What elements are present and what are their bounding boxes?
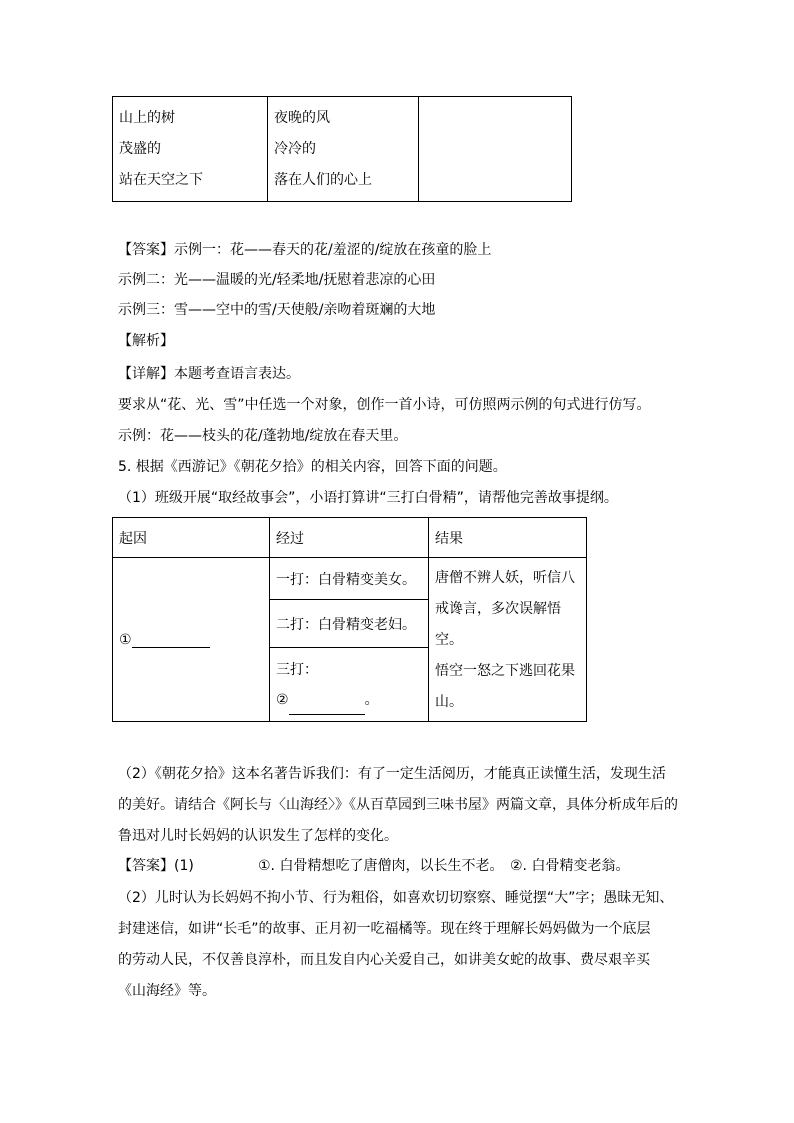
answer-label: 【答案】 <box>118 242 174 258</box>
answer-2-line-1 <box>118 856 194 876</box>
process-end: 。 <box>364 691 379 708</box>
answer-2-part2-line-2: 封建迷信，如讲“长毛”的故事、正月初一吃福橘等。现在终于理解长妈妈做为一个底层 <box>118 921 651 937</box>
header-process: 经过 <box>270 518 429 558</box>
detail-text: 本题考查语言表达。 <box>174 366 300 382</box>
answer-2-part1-number: (1) <box>174 858 194 874</box>
process-step-1: 一打：白骨精变美女。 <box>270 558 429 600</box>
header-result: 结果 <box>429 518 587 558</box>
result-line: 悟空一怒之下逃回花果 <box>435 663 575 679</box>
result-line: 唐僧不辨人妖，听信八 <box>435 570 575 586</box>
sub2-line-3: 鲁迅对儿时长妈妈的认识发生了怎样的变化。 <box>118 828 398 844</box>
sub2-line-2: 的美好。请结合《阿长与〈山海经〉》《从百草园到三味书屋》两篇文章，具体分析成年后的 <box>118 797 678 813</box>
answer-2-part1-a: ①. 白骨精想吃了唐僧肉，以长生不老。 <box>258 858 504 874</box>
analysis-label: 【解析】 <box>118 333 174 349</box>
story-outline-table <box>112 517 587 722</box>
answer-2-part2-line-1: （2）儿时认为长妈妈不拘小节、行为粗俗，如喜欢切切察察、睡觉摆“大”字；愚昧无知、 <box>118 890 674 906</box>
poem-line: 山上的树 <box>119 110 175 126</box>
answer-2-part2-line-3: 的劳动人民，不仅善良淳朴，而且发自内心关爱自己，如讲美女蛇的故事、费尽艰辛买 <box>118 952 650 968</box>
process-step-2: 二打：白骨精变老妇。 <box>270 600 429 648</box>
header-cause: 起因 <box>113 518 270 558</box>
answer-2-part1-b: ②. 白骨精变老翁。 <box>510 858 630 874</box>
poem-line: 站在天空之下 <box>119 172 203 188</box>
poem-column-3-empty <box>419 97 572 202</box>
question-5-title: 5. 根据《西游记》《朝花夕拾》的相关内容，回答下面的问题。 <box>118 459 507 475</box>
process-step-3-blank-line <box>276 685 422 715</box>
sub2-line-1: （2）《朝花夕拾》这本名著告诉我们：有了一定生活阅历，才能真正读懂生活，发现生活 <box>118 766 666 782</box>
poem-line: 冷冷的 <box>274 141 316 157</box>
poem-line: 夜晚的风 <box>274 110 330 126</box>
result-cell <box>429 558 587 722</box>
answer-2-part2-line-4: 《山海经》等。 <box>118 983 216 999</box>
answer-line-1 <box>118 240 491 260</box>
poem-line: 茂盛的 <box>119 141 161 157</box>
cause-cell <box>113 558 270 722</box>
poem-column-2 <box>268 97 419 202</box>
detail-line-1 <box>118 364 300 384</box>
process-step-3-label: 三打： <box>276 661 318 678</box>
detail-line-3: 示例：花——枝头的花/蓬勃地/绽放在春天里。 <box>118 428 408 444</box>
process-number: ② <box>276 691 289 708</box>
answer-text: 示例一：花——春天的花/羞涩的/绽放在孩童的脸上 <box>174 242 492 258</box>
process-step-3 <box>270 648 429 722</box>
poem-line: 落在人们的心上 <box>274 172 372 188</box>
result-line: 戒谗言，多次误解悟空。 <box>435 601 561 648</box>
answer-2-label: 【答案】 <box>118 858 174 874</box>
cause-blank[interactable] <box>132 631 210 648</box>
detail-label: 【详解】 <box>118 366 174 382</box>
poem-column-1 <box>113 97 268 202</box>
question-5-sub1: （1）班级开展“取经故事会”，小语打算讲“三打白骨精”，请帮他完善故事提纲。 <box>118 490 618 506</box>
result-line: 山。 <box>435 694 463 710</box>
detail-line-2: 要求从“花、光、雪”中任选一个对象，创作一首小诗，可仿照两示例的句式进行仿写。 <box>118 397 651 413</box>
process-blank[interactable] <box>289 698 365 715</box>
cause-number: ① <box>119 632 132 648</box>
answer-line-2: 示例二：光——温暖的光/轻柔地/抚慰着悲凉的心田 <box>118 272 436 288</box>
poem-table <box>112 96 572 202</box>
answer-line-3: 示例三：雪——空中的雪/天使般/亲吻着斑斓的大地 <box>118 302 436 318</box>
